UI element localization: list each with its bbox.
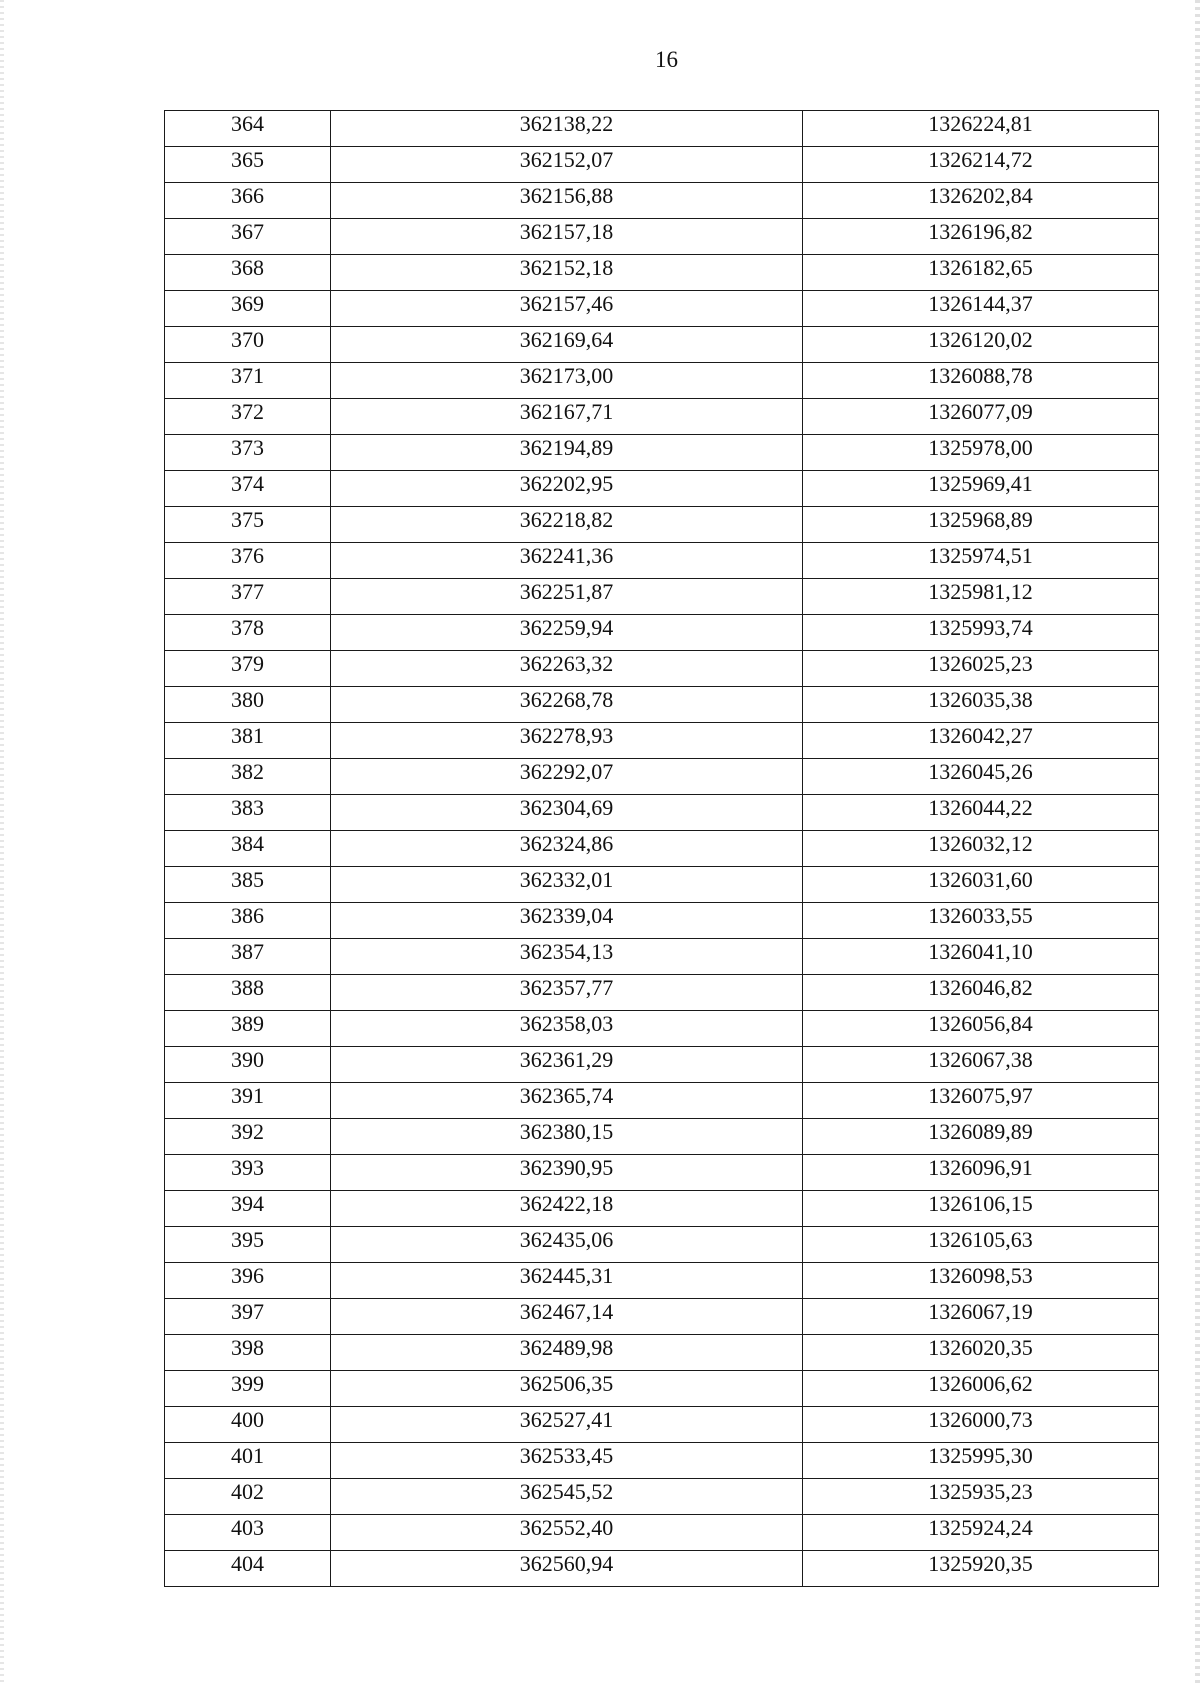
y-coordinate-cell: 1326000,73 — [803, 1407, 1159, 1443]
table-row — [165, 939, 1159, 975]
table-row — [165, 1335, 1159, 1371]
y-coordinate-cell: 1325969,41 — [803, 471, 1159, 507]
table-row — [165, 1227, 1159, 1263]
x-coordinate-cell: 362358,03 — [331, 1011, 803, 1047]
point-number-cell: 385 — [165, 867, 331, 903]
y-coordinate-cell: 1325935,23 — [803, 1479, 1159, 1515]
table-row — [165, 1119, 1159, 1155]
table-row — [165, 543, 1159, 579]
point-number-cell: 377 — [165, 579, 331, 615]
y-coordinate-cell: 1325995,30 — [803, 1443, 1159, 1479]
point-number-cell: 391 — [165, 1083, 331, 1119]
x-coordinate-cell: 362339,04 — [331, 903, 803, 939]
y-coordinate-cell: 1326035,38 — [803, 687, 1159, 723]
x-coordinate-cell: 362157,18 — [331, 219, 803, 255]
point-number-cell: 376 — [165, 543, 331, 579]
point-number-cell: 374 — [165, 471, 331, 507]
point-number-cell: 393 — [165, 1155, 331, 1191]
coordinates-table — [164, 110, 1159, 1587]
point-number-cell: 403 — [165, 1515, 331, 1551]
x-coordinate-cell: 362169,64 — [331, 327, 803, 363]
table-row — [165, 903, 1159, 939]
y-coordinate-cell: 1326089,89 — [803, 1119, 1159, 1155]
x-coordinate-cell: 362324,86 — [331, 831, 803, 867]
point-number-cell: 389 — [165, 1011, 331, 1047]
table-row — [165, 615, 1159, 651]
y-coordinate-cell: 1326044,22 — [803, 795, 1159, 831]
x-coordinate-cell: 362435,06 — [331, 1227, 803, 1263]
point-number-cell: 396 — [165, 1263, 331, 1299]
point-number-cell: 404 — [165, 1551, 331, 1587]
point-number-cell: 384 — [165, 831, 331, 867]
table-row — [165, 759, 1159, 795]
point-number-cell: 399 — [165, 1371, 331, 1407]
y-coordinate-cell: 1325978,00 — [803, 435, 1159, 471]
point-number-cell: 383 — [165, 795, 331, 831]
y-coordinate-cell: 1326045,26 — [803, 759, 1159, 795]
y-coordinate-cell: 1326096,91 — [803, 1155, 1159, 1191]
point-number-cell: 365 — [165, 147, 331, 183]
x-coordinate-cell: 362445,31 — [331, 1263, 803, 1299]
y-coordinate-cell: 1326056,84 — [803, 1011, 1159, 1047]
table-row — [165, 579, 1159, 615]
point-number-cell: 402 — [165, 1479, 331, 1515]
point-number-cell: 390 — [165, 1047, 331, 1083]
y-coordinate-cell: 1326042,27 — [803, 723, 1159, 759]
point-number-cell: 388 — [165, 975, 331, 1011]
y-coordinate-cell: 1326006,62 — [803, 1371, 1159, 1407]
x-coordinate-cell: 362304,69 — [331, 795, 803, 831]
x-coordinate-cell: 362365,74 — [331, 1083, 803, 1119]
x-coordinate-cell: 362552,40 — [331, 1515, 803, 1551]
x-coordinate-cell: 362152,18 — [331, 255, 803, 291]
x-coordinate-cell: 362380,15 — [331, 1119, 803, 1155]
point-number-cell: 370 — [165, 327, 331, 363]
table-row — [165, 723, 1159, 759]
point-number-cell: 380 — [165, 687, 331, 723]
point-number-cell: 392 — [165, 1119, 331, 1155]
point-number-cell: 400 — [165, 1407, 331, 1443]
table-row — [165, 1443, 1159, 1479]
x-coordinate-cell: 362157,46 — [331, 291, 803, 327]
point-number-cell: 372 — [165, 399, 331, 435]
point-number-cell: 397 — [165, 1299, 331, 1335]
x-coordinate-cell: 362202,95 — [331, 471, 803, 507]
table-row — [165, 219, 1159, 255]
point-number-cell: 401 — [165, 1443, 331, 1479]
table-row — [165, 1047, 1159, 1083]
table-row — [165, 1155, 1159, 1191]
x-coordinate-cell: 362527,41 — [331, 1407, 803, 1443]
x-coordinate-cell: 362167,71 — [331, 399, 803, 435]
y-coordinate-cell: 1326088,78 — [803, 363, 1159, 399]
point-number-cell: 381 — [165, 723, 331, 759]
x-coordinate-cell: 362152,07 — [331, 147, 803, 183]
y-coordinate-cell: 1326106,15 — [803, 1191, 1159, 1227]
y-coordinate-cell: 1326041,10 — [803, 939, 1159, 975]
x-coordinate-cell: 362194,89 — [331, 435, 803, 471]
y-coordinate-cell: 1326067,38 — [803, 1047, 1159, 1083]
x-coordinate-cell: 362354,13 — [331, 939, 803, 975]
y-coordinate-cell: 1326098,53 — [803, 1263, 1159, 1299]
x-coordinate-cell: 362263,32 — [331, 651, 803, 687]
table-row — [165, 1407, 1159, 1443]
y-coordinate-cell: 1326202,84 — [803, 183, 1159, 219]
y-coordinate-cell: 1325924,24 — [803, 1515, 1159, 1551]
y-coordinate-cell: 1326031,60 — [803, 867, 1159, 903]
point-number-cell: 395 — [165, 1227, 331, 1263]
table-row — [165, 1371, 1159, 1407]
table-row — [165, 1551, 1159, 1587]
table-row — [165, 183, 1159, 219]
table-row — [165, 867, 1159, 903]
x-coordinate-cell: 362259,94 — [331, 615, 803, 651]
x-coordinate-cell: 362156,88 — [331, 183, 803, 219]
page-number: 16 — [655, 47, 678, 72]
y-coordinate-cell: 1326067,19 — [803, 1299, 1159, 1335]
y-coordinate-cell: 1326033,55 — [803, 903, 1159, 939]
x-coordinate-cell: 362390,95 — [331, 1155, 803, 1191]
table-row — [165, 399, 1159, 435]
point-number-cell: 378 — [165, 615, 331, 651]
table-row — [165, 255, 1159, 291]
y-coordinate-cell: 1325968,89 — [803, 507, 1159, 543]
scan-edge-left — [0, 0, 4, 1686]
table-row — [165, 795, 1159, 831]
x-coordinate-cell: 362268,78 — [331, 687, 803, 723]
table-row — [165, 1011, 1159, 1047]
table-row — [165, 975, 1159, 1011]
y-coordinate-cell: 1326182,65 — [803, 255, 1159, 291]
table-row — [165, 1083, 1159, 1119]
y-coordinate-cell: 1326025,23 — [803, 651, 1159, 687]
x-coordinate-cell: 362361,29 — [331, 1047, 803, 1083]
y-coordinate-cell: 1326032,12 — [803, 831, 1159, 867]
x-coordinate-cell: 362138,22 — [331, 111, 803, 147]
x-coordinate-cell: 362173,00 — [331, 363, 803, 399]
y-coordinate-cell: 1325981,12 — [803, 579, 1159, 615]
point-number-cell: 394 — [165, 1191, 331, 1227]
y-coordinate-cell: 1326214,72 — [803, 147, 1159, 183]
x-coordinate-cell: 362533,45 — [331, 1443, 803, 1479]
table-row — [165, 507, 1159, 543]
x-coordinate-cell: 362560,94 — [331, 1551, 803, 1587]
point-number-cell: 364 — [165, 111, 331, 147]
y-coordinate-cell: 1326077,09 — [803, 399, 1159, 435]
point-number-cell: 398 — [165, 1335, 331, 1371]
x-coordinate-cell: 362489,98 — [331, 1335, 803, 1371]
x-coordinate-cell: 362278,93 — [331, 723, 803, 759]
point-number-cell: 387 — [165, 939, 331, 975]
point-number-cell: 366 — [165, 183, 331, 219]
point-number-cell: 367 — [165, 219, 331, 255]
point-number-cell: 382 — [165, 759, 331, 795]
x-coordinate-cell: 362218,82 — [331, 507, 803, 543]
point-number-cell: 373 — [165, 435, 331, 471]
scan-edge-right — [1195, 0, 1200, 1686]
x-coordinate-cell: 362357,77 — [331, 975, 803, 1011]
x-coordinate-cell: 362292,07 — [331, 759, 803, 795]
y-coordinate-cell: 1326224,81 — [803, 111, 1159, 147]
y-coordinate-cell: 1326144,37 — [803, 291, 1159, 327]
x-coordinate-cell: 362241,36 — [331, 543, 803, 579]
y-coordinate-cell: 1326105,63 — [803, 1227, 1159, 1263]
table-row — [165, 327, 1159, 363]
table-row — [165, 651, 1159, 687]
point-number-cell: 386 — [165, 903, 331, 939]
table-row — [165, 1515, 1159, 1551]
y-coordinate-cell: 1325920,35 — [803, 1551, 1159, 1587]
point-number-cell: 369 — [165, 291, 331, 327]
point-number-cell: 371 — [165, 363, 331, 399]
x-coordinate-cell: 362467,14 — [331, 1299, 803, 1335]
coordinates-table-body — [165, 111, 1159, 1587]
table-row — [165, 435, 1159, 471]
table-row — [165, 1263, 1159, 1299]
x-coordinate-cell: 362506,35 — [331, 1371, 803, 1407]
y-coordinate-cell: 1326120,02 — [803, 327, 1159, 363]
x-coordinate-cell: 362422,18 — [331, 1191, 803, 1227]
y-coordinate-cell: 1325993,74 — [803, 615, 1159, 651]
x-coordinate-cell: 362545,52 — [331, 1479, 803, 1515]
table-row — [165, 1479, 1159, 1515]
y-coordinate-cell: 1325974,51 — [803, 543, 1159, 579]
point-number-cell: 379 — [165, 651, 331, 687]
table-row — [165, 1191, 1159, 1227]
table-row — [165, 831, 1159, 867]
y-coordinate-cell: 1326196,82 — [803, 219, 1159, 255]
y-coordinate-cell: 1326075,97 — [803, 1083, 1159, 1119]
y-coordinate-cell: 1326020,35 — [803, 1335, 1159, 1371]
table-row — [165, 471, 1159, 507]
table-row — [165, 147, 1159, 183]
table-row — [165, 1299, 1159, 1335]
table-row — [165, 363, 1159, 399]
table-row — [165, 291, 1159, 327]
y-coordinate-cell: 1326046,82 — [803, 975, 1159, 1011]
point-number-cell: 375 — [165, 507, 331, 543]
table-row — [165, 687, 1159, 723]
x-coordinate-cell: 362332,01 — [331, 867, 803, 903]
table-row — [165, 111, 1159, 147]
x-coordinate-cell: 362251,87 — [331, 579, 803, 615]
point-number-cell: 368 — [165, 255, 331, 291]
